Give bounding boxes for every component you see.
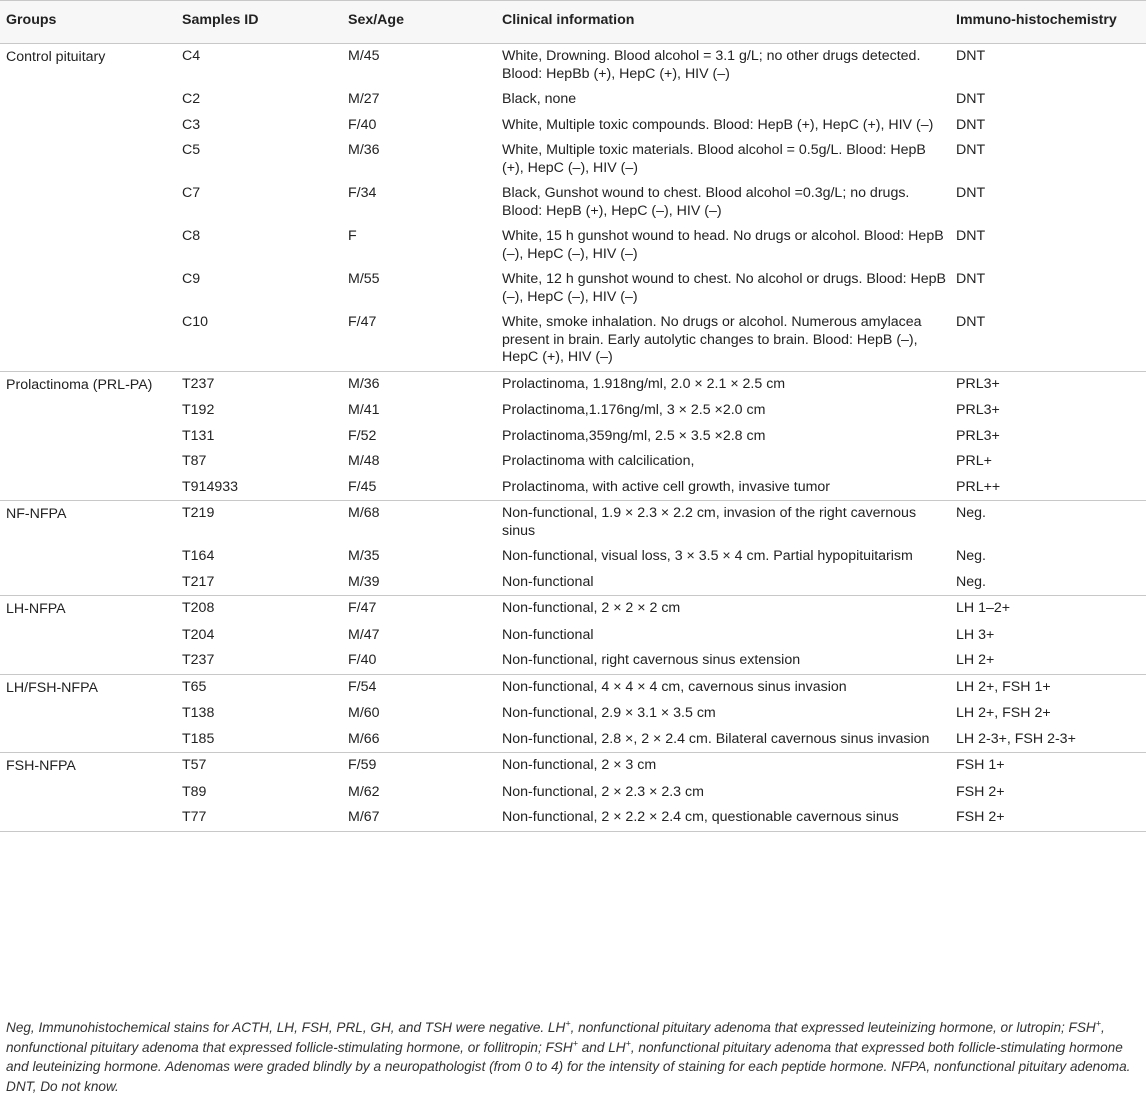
- sex-age-cell: M/60: [348, 705, 380, 721]
- sex-age-cell: M/47: [348, 626, 380, 643]
- clinical-info-cell: White, smoke inhalation. No drugs or alcohol. Numerous amylacea present in brain. Early autolytic changes to brain. Blood: HepB (–), HepC (+), HIV (–): [496, 310, 950, 371]
- clinical-info-cell: Non-functional, 2.8 ×, 2 × 2.4 cm. Bilateral cavernous sinus invasion: [496, 727, 950, 753]
- sex-age-cell: F/52: [348, 427, 377, 444]
- header-sex-age: Sex/Age: [342, 1, 496, 44]
- table-row: [0, 727, 1146, 753]
- table-header: [0, 1, 1146, 44]
- clinical-info-cell: White, Drowning. Blood alcohol = 3.1 g/L; no other drugs detected. Blood: HepBb (+), HepC (+), HIV (–): [502, 48, 921, 82]
- ihc-cell: DNT: [956, 142, 986, 158]
- ihc-cell: LH 2+, FSH 2+: [956, 705, 1051, 721]
- group-name-cell: [0, 87, 176, 113]
- header-groups: Groups: [0, 1, 176, 44]
- group-name-cell: Prolactinoma (PRL-PA): [6, 376, 153, 393]
- table-row: [0, 780, 1146, 806]
- clinical-info-cell: Non-functional: [502, 626, 594, 643]
- ihc-cell: DNT: [950, 310, 1146, 371]
- sex-age-cell: M/66: [342, 727, 496, 753]
- footnote-text-5: , nonfunctional pituitary adenoma that expressed both follicle-stimulating hormone and leuteinizing hormone. Adenomas were graded blindly by a neuropathologist (from 0 to 4) for the intensity of staining for each peptide hormone. NFPA, nonfunctional pituitary adenoma. DNT, Do not know.: [6, 1039, 1131, 1095]
- clinical-info-cell: Non-functional, visual loss, 3 × 3.5 × 4 cm. Partial hypopituitarism: [502, 548, 913, 564]
- sex-age-cell: F/40: [342, 648, 496, 674]
- footnote-sup-3: +: [572, 1038, 578, 1049]
- group-name-cell: [0, 449, 176, 475]
- group-name-cell: [0, 424, 176, 450]
- clinical-info-cell: Black, Gunshot wound to chest. Blood alcohol =0.3g/L; no drugs. Blood: HepB (+), HepC (–), HIV (–): [502, 185, 910, 219]
- sample-id-cell: T204: [182, 626, 215, 643]
- ihc-cell: FSH 2+: [950, 805, 1146, 831]
- group-name-cell: [0, 398, 176, 424]
- table-footnote: [6, 1018, 1140, 1097]
- ihc-cell: PRL+: [956, 453, 992, 469]
- sample-id-cell: T164: [182, 548, 215, 564]
- sex-age-cell: M/27: [348, 91, 380, 107]
- table-row: [0, 138, 1146, 181]
- group-name-cell: [0, 113, 176, 139]
- clinical-info-cell: Prolactinoma,359ng/ml, 2.5 × 3.5 ×2.8 cm: [502, 427, 766, 444]
- sex-age-cell: M/35: [348, 548, 380, 564]
- sample-id-cell: T138: [182, 705, 215, 721]
- table-row: [0, 544, 1146, 570]
- sex-age-cell: M/55: [348, 271, 380, 287]
- ihc-cell: PRL3+: [956, 427, 1000, 444]
- group-name-cell: [0, 623, 176, 649]
- header-row: [0, 1, 1146, 44]
- ihc-cell: Neg.: [956, 548, 986, 564]
- clinical-info-cell: Black, none: [502, 91, 577, 107]
- clinical-info-cell: Non-functional, 2 × 3 cm: [502, 757, 657, 773]
- clinical-info-cell: White, 15 h gunshot wound to head. No drugs or alcohol. Blood: HepB (–), HepC (–), HIV (–): [502, 228, 944, 262]
- group-name-cell: [0, 701, 176, 727]
- sex-age-cell: F/47: [342, 310, 496, 371]
- ihc-cell: FSH 1+: [956, 757, 1005, 773]
- clinical-info-cell: White, 12 h gunshot wound to chest. No alcohol or drugs. Blood: HepB (–), HepC (–), HIV (–): [502, 271, 947, 305]
- sex-age-cell: M/68: [348, 505, 380, 521]
- table-row: [0, 398, 1146, 424]
- header-clinical-information: Clinical information: [496, 1, 950, 44]
- table-row: [0, 701, 1146, 727]
- group-name-cell: [0, 267, 176, 310]
- group-name-cell: [0, 805, 176, 831]
- table-row: [0, 475, 1146, 501]
- clinical-info-cell: Non-functional, 2 × 2.3 × 2.3 cm: [502, 783, 704, 800]
- clinical-info-cell: Non-functional, 1.9 × 2.3 × 2.2 cm, invasion of the right cavernous sinus: [502, 505, 917, 539]
- clinical-info-cell: Prolactinoma with calcilication,: [502, 453, 695, 469]
- clinical-info-cell: Non-functional, 2 × 2.2 × 2.4 cm, questionable cavernous sinus: [496, 805, 950, 831]
- sample-id-cell: C5: [182, 142, 201, 158]
- sample-id-cell: T914933: [176, 475, 342, 501]
- ihc-cell: DNT: [956, 116, 986, 133]
- ihc-cell: LH 2+, FSH 1+: [956, 678, 1051, 695]
- ihc-cell: PRL++: [950, 475, 1146, 501]
- sample-id-cell: T219: [182, 505, 215, 521]
- clinical-info-cell: Non-functional, 4 × 4 × 4 cm, cavernous sinus invasion: [502, 678, 847, 695]
- ihc-cell: DNT: [956, 185, 986, 201]
- sample-id-cell: C8: [182, 228, 201, 244]
- ihc-cell: DNT: [956, 91, 986, 107]
- sample-id-cell: T185: [176, 727, 342, 753]
- table-row: [0, 674, 1146, 701]
- clinical-info-cell: Prolactinoma,1.176ng/ml, 3 × 2.5 ×2.0 cm: [502, 402, 766, 418]
- sample-id-cell: T87: [182, 453, 207, 469]
- group-name-cell: NF-NFPA: [6, 506, 67, 522]
- sample-id-cell: T65: [182, 678, 207, 695]
- sex-age-cell: F: [348, 228, 357, 244]
- clinical-info-cell: White, Multiple toxic materials. Blood alcohol = 0.5g/L. Blood: HepB (+), HepC (–), HIV (–): [502, 142, 926, 176]
- footnote-text-2: , nonfunctional pituitary adenoma that expressed leuteinizing hormone, or lutropin; FSH: [570, 1020, 1096, 1035]
- group-name-cell: [0, 138, 176, 181]
- clinical-info-cell: White, Multiple toxic compounds. Blood: HepB (+), HepC (+), HIV (–): [502, 116, 934, 133]
- ihc-cell: DNT: [956, 271, 986, 287]
- footnote-sup-1: +: [565, 1018, 571, 1029]
- sample-id-cell: T208: [182, 600, 215, 616]
- clinical-info-cell: Prolactinoma, 1.918ng/ml, 2.0 × 2.1 × 2.5 cm: [502, 375, 786, 392]
- sex-age-cell: M/45: [348, 48, 380, 64]
- ihc-cell: PRL3+: [956, 402, 1000, 418]
- footnote-text-1: Neg, Immunohistochemical stains for ACTH, LH, FSH, PRL, GH, and TSH were negative. LH: [6, 1020, 566, 1035]
- ihc-cell: LH 2+: [950, 648, 1146, 674]
- group-name-cell: [0, 570, 176, 596]
- footnote-text-4: and LH: [577, 1039, 626, 1055]
- table-row: [0, 449, 1146, 475]
- sample-id-cell: T192: [182, 402, 215, 418]
- table-row: [0, 570, 1146, 596]
- table-row: [0, 181, 1146, 224]
- table-row: [0, 224, 1146, 267]
- sample-id-cell: C7: [182, 185, 201, 201]
- clinical-info-cell: Non-functional: [496, 570, 950, 596]
- group-name-cell: [0, 780, 176, 806]
- clinical-info-cell: Non-functional, right cavernous sinus extension: [496, 648, 950, 674]
- sample-id-cell: T237: [176, 648, 342, 674]
- sex-age-cell: M/36: [348, 375, 380, 392]
- table-row: [0, 596, 1146, 623]
- table-row: [0, 44, 1146, 88]
- sample-id-cell: T217: [176, 570, 342, 596]
- sample-id-cell: T131: [182, 427, 215, 444]
- sample-id-cell: C2: [182, 91, 201, 107]
- ihc-cell: PRL3+: [956, 375, 1000, 392]
- group-name-cell: [0, 648, 176, 674]
- sample-id-cell: T89: [182, 783, 207, 800]
- group-name-cell: [0, 544, 176, 570]
- table-row: [0, 267, 1146, 310]
- header-immunohistochemistry: Immuno-histochemistry: [950, 1, 1146, 44]
- sample-id-cell: C10: [176, 310, 342, 371]
- table-body: [0, 44, 1146, 832]
- table-row: [0, 501, 1146, 545]
- ihc-cell: Neg.: [956, 505, 986, 521]
- sex-age-cell: F/54: [348, 678, 377, 695]
- ihc-cell: LH 2-3+, FSH 2-3+: [950, 727, 1146, 753]
- clinical-info-cell: Non-functional, 2.9 × 3.1 × 3.5 cm: [502, 705, 716, 721]
- sex-age-cell: F/34: [348, 185, 377, 201]
- sex-age-cell: F/59: [348, 757, 377, 773]
- sex-age-cell: M/48: [348, 453, 380, 469]
- table-row: [0, 87, 1146, 113]
- footnote-sup-2: +: [1095, 1018, 1102, 1029]
- group-name-cell: [0, 181, 176, 224]
- table-row: [0, 113, 1146, 139]
- ihc-cell: LH 1–2+: [956, 600, 1011, 616]
- group-name-cell: [0, 224, 176, 267]
- sex-age-cell: M/67: [342, 805, 496, 831]
- table-row: [0, 648, 1146, 674]
- ihc-cell: FSH 2+: [956, 783, 1005, 800]
- ihc-cell: LH 3+: [956, 626, 995, 643]
- table-row: [0, 805, 1146, 831]
- ihc-cell: Neg.: [950, 570, 1146, 596]
- header-samples-id: Samples ID: [176, 1, 342, 44]
- table-row: [0, 753, 1146, 780]
- sex-age-cell: F/45: [342, 475, 496, 501]
- sex-age-cell: F/47: [348, 600, 377, 616]
- table-row: [0, 371, 1146, 398]
- table-row: [0, 310, 1146, 371]
- sex-age-cell: M/39: [342, 570, 496, 596]
- sample-id-cell: T77: [176, 805, 342, 831]
- sample-id-cell: C4: [182, 48, 201, 64]
- group-name-cell: FSH-NFPA: [6, 758, 76, 774]
- ihc-cell: DNT: [956, 228, 986, 244]
- group-name-cell: [0, 475, 176, 501]
- clinical-info-cell: Non-functional, 2 × 2 × 2 cm: [502, 600, 681, 616]
- sample-id-cell: T57: [182, 757, 207, 773]
- sex-age-cell: M/36: [348, 142, 380, 158]
- ihc-cell: DNT: [956, 48, 986, 64]
- group-name-cell: [0, 727, 176, 753]
- clinical-info-cell: Prolactinoma, with active cell growth, invasive tumor: [496, 475, 950, 501]
- group-name-cell: Control pituitary: [6, 49, 106, 65]
- sample-id-cell: C3: [182, 116, 201, 133]
- sample-id-cell: C9: [182, 271, 201, 287]
- footnote-text-3: , nonfunctional pituitary adenoma that expressed follicle-stimulating hormone, or follitropin; FSH: [6, 1020, 1105, 1055]
- table-row: [0, 623, 1146, 649]
- group-name-cell: [0, 310, 176, 371]
- sex-age-cell: F/40: [348, 116, 377, 133]
- group-name-cell: LH-NFPA: [6, 601, 66, 617]
- group-name-cell: LH/FSH-NFPA: [6, 679, 98, 696]
- sex-age-cell: M/41: [348, 402, 380, 418]
- table-row: [0, 424, 1146, 450]
- sex-age-cell: M/62: [348, 783, 380, 800]
- sample-id-cell: T237: [182, 375, 215, 392]
- footnote-sup-4: +: [625, 1038, 631, 1049]
